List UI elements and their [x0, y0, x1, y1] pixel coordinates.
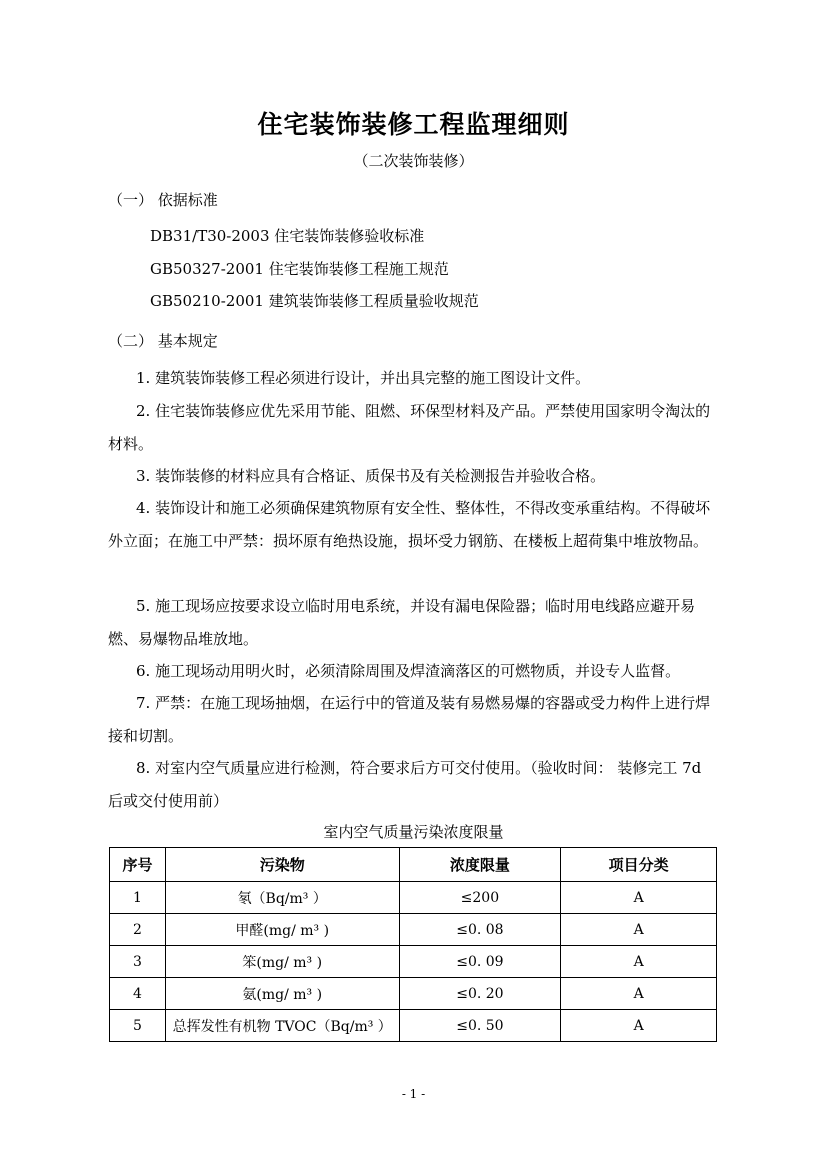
- cell-index: 3: [110, 946, 166, 978]
- section-heading-standards: （一） 依据标准: [108, 191, 218, 209]
- air-quality-table: [109, 847, 717, 1042]
- cell-index: 1: [110, 882, 166, 914]
- standard-item: GB50210-2001 建筑装饰装修工程质量验收规范: [150, 292, 479, 310]
- rule-paragraph: 1. 建筑装饰装修工程必须进行设计，并出具完整的施工图设计文件。: [136, 369, 591, 387]
- cell-pollutant: 氡（Bq/m³ ）: [165, 882, 399, 914]
- rule-paragraph: 2. 住宅装饰装修应优先采用节能、阻燃、环保型材料及产品。严禁使用国家明令淘汰的材料。: [108, 402, 711, 453]
- cell-index: 5: [110, 1010, 166, 1042]
- rule-paragraph: 5. 施工现场应按要求设立临时用电系统，并设有漏电保险器；临时用电线路应避开易燃、易爆物品堆放地。: [108, 597, 696, 648]
- cell-limit: ≤0. 08: [399, 914, 561, 946]
- table-row: [110, 946, 717, 978]
- table-row: [110, 1010, 717, 1042]
- cell-pollutant: 氨(mg/ m³ ): [165, 978, 399, 1010]
- header-category: 项目分类: [561, 848, 717, 882]
- header-limit: 浓度限量: [399, 848, 561, 882]
- rule-paragraph: 3. 装饰装修的材料应具有合格证、质保书及有关检测报告并验收合格。: [136, 467, 606, 485]
- cell-limit: ≤0. 09: [399, 946, 561, 978]
- cell-pollutant: 甲醛(mg/ m³ ): [165, 914, 399, 946]
- cell-limit: ≤0. 50: [399, 1010, 561, 1042]
- rule-paragraph: 7. 严禁：在施工现场抽烟，在运行中的管道及装有易燃易爆的容器或受力构件上进行焊接和切割。: [108, 694, 711, 745]
- table-header-row: [110, 848, 717, 882]
- section-heading-rules: （二） 基本规定: [108, 332, 218, 350]
- cell-category: A: [561, 882, 717, 914]
- header-index: 序号: [110, 848, 166, 882]
- table-caption: 室内空气质量污染浓度限量: [323, 823, 504, 841]
- rule-paragraph: 6. 施工现场动用明火时，必须清除周围及焊渣滴落区的可燃物质，并设专人监督。: [136, 662, 681, 680]
- document-subtitle: （二次装饰装修）: [353, 152, 474, 170]
- cell-category: A: [561, 914, 717, 946]
- document-title: 住宅装饰装修工程监理细则: [257, 110, 570, 139]
- cell-category: A: [561, 1010, 717, 1042]
- cell-index: 4: [110, 978, 166, 1010]
- cell-category: A: [561, 978, 717, 1010]
- cell-limit: ≤0. 20: [399, 978, 561, 1010]
- header-pollutant: 污染物: [165, 848, 399, 882]
- cell-category: A: [561, 946, 717, 978]
- page-number: - 1 -: [401, 1087, 426, 1101]
- cell-index: 2: [110, 914, 166, 946]
- standard-item: DB31/T30-2003 住宅装饰装修验收标准: [150, 227, 425, 245]
- cell-pollutant: 笨(mg/ m³ ): [165, 946, 399, 978]
- table-row: [110, 978, 717, 1010]
- table-row: [110, 914, 717, 946]
- table-row: [110, 882, 717, 914]
- cell-limit: ≤200: [399, 882, 561, 914]
- rule-paragraph: 4. 装饰设计和施工必须确保建筑物原有安全性、整体性，不得改变承重结构。不得破坏外立面；在施工中严禁：损坏原有绝热设施，损坏受力钢筋、在楼板上超荷集中堆放物品。: [108, 499, 711, 550]
- standard-item: GB50327-2001 住宅装饰装修工程施工规范: [150, 260, 449, 278]
- cell-pollutant: 总挥发性有机物 TVOC（Bq/m³ ）: [165, 1010, 399, 1042]
- rule-paragraph: 8. 对室内空气质量应进行检测，符合要求后方可交付使用。（验收时间： 装修完工 7d 后或交付使用前）: [108, 759, 702, 810]
